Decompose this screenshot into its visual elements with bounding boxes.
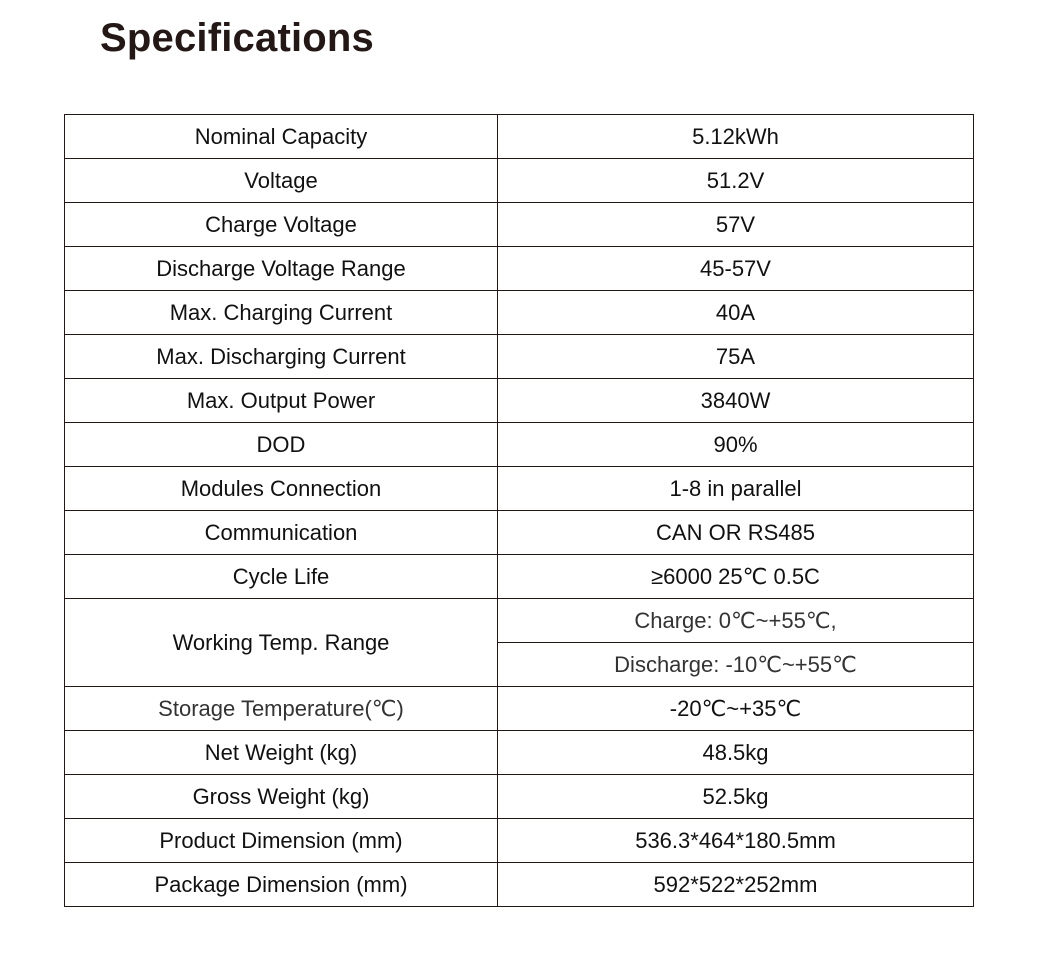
spec-value-package-dimension: 592*522*252mm (498, 863, 974, 907)
specifications-table (64, 114, 974, 907)
spec-value-dod: 90% (498, 423, 974, 467)
spec-label-cycle-life: Cycle Life (65, 555, 498, 599)
table-row (65, 687, 974, 731)
table-row (65, 555, 974, 599)
table-row (65, 335, 974, 379)
spec-label-max-charging-current: Max. Charging Current (65, 291, 498, 335)
table-row (65, 599, 974, 643)
table-row (65, 203, 974, 247)
spec-value-working-temp-charge: Charge: 0℃~+55℃, (498, 599, 974, 643)
spec-label-charge-voltage: Charge Voltage (65, 203, 498, 247)
spec-value-working-temp-discharge: Discharge: -10℃~+55℃ (498, 643, 974, 687)
table-row (65, 247, 974, 291)
table-row (65, 775, 974, 819)
spec-label-communication: Communication (65, 511, 498, 555)
spec-value-net-weight: 48.5kg (498, 731, 974, 775)
spec-value-cycle-life: ≥6000 25℃ 0.5C (498, 555, 974, 599)
spec-label-gross-weight: Gross Weight (kg) (65, 775, 498, 819)
spec-value-communication: CAN OR RS485 (498, 511, 974, 555)
spec-label-nominal-capacity: Nominal Capacity (65, 115, 498, 159)
spec-label-max-discharging-current: Max. Discharging Current (65, 335, 498, 379)
spec-value-max-output-power: 3840W (498, 379, 974, 423)
table-row (65, 731, 974, 775)
spec-value-gross-weight: 52.5kg (498, 775, 974, 819)
table-row (65, 291, 974, 335)
spec-value-max-charging-current: 40A (498, 291, 974, 335)
spec-label-modules-connection: Modules Connection (65, 467, 498, 511)
spec-label-product-dimension: Product Dimension (mm) (65, 819, 498, 863)
spec-value-voltage: 51.2V (498, 159, 974, 203)
table-row (65, 379, 974, 423)
table-row (65, 511, 974, 555)
spec-label-storage-temperature: Storage Temperature(℃) (65, 687, 498, 731)
spec-value-product-dimension: 536.3*464*180.5mm (498, 819, 974, 863)
page-title: Specifications (100, 16, 374, 60)
spec-value-nominal-capacity: 5.12kWh (498, 115, 974, 159)
spec-value-discharge-voltage-range: 45-57V (498, 247, 974, 291)
spec-value-modules-connection: 1-8 in parallel (498, 467, 974, 511)
table-row (65, 863, 974, 907)
spec-label-dod: DOD (65, 423, 498, 467)
spec-label-voltage: Voltage (65, 159, 498, 203)
spec-label-package-dimension: Package Dimension (mm) (65, 863, 498, 907)
table-row (65, 115, 974, 159)
table-row (65, 467, 974, 511)
spec-value-charge-voltage: 57V (498, 203, 974, 247)
table-row (65, 159, 974, 203)
table-row (65, 819, 974, 863)
spec-value-max-discharging-current: 75A (498, 335, 974, 379)
spec-label-working-temp-range: Working Temp. Range (65, 599, 498, 687)
spec-label-net-weight: Net Weight (kg) (65, 731, 498, 775)
spec-label-discharge-voltage-range: Discharge Voltage Range (65, 247, 498, 291)
spec-value-storage-temperature: -20℃~+35℃ (498, 687, 974, 731)
table-row (65, 423, 974, 467)
spec-label-max-output-power: Max. Output Power (65, 379, 498, 423)
